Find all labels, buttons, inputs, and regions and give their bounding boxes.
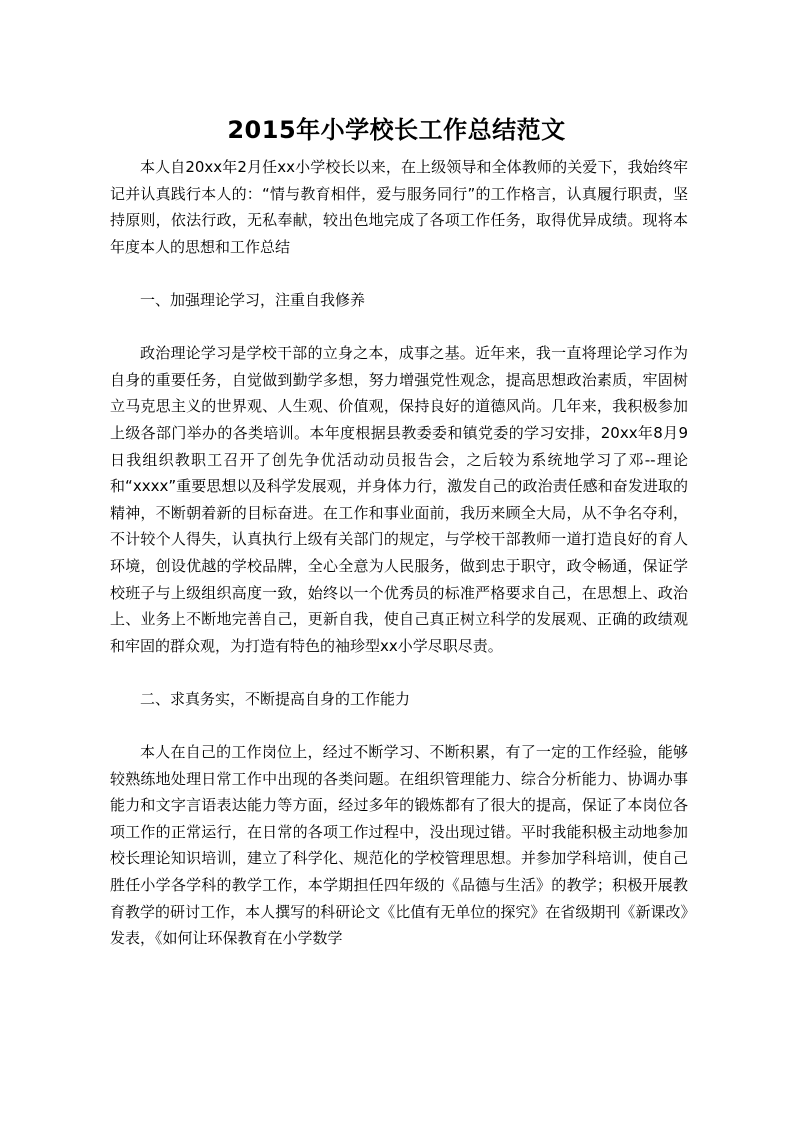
paragraph-spacer	[110, 314, 688, 341]
document-title: 2015年小学校长工作总结范文	[227, 116, 566, 144]
section-body-2: 本人在自己的工作岗位上，经过不断学习、不断积累，有了一定的工作经验，能够较熟练地处理日常工作中出现的各类问题。在组织管理能力、综合分析能力、协调办事能力和文字言语表达能力等方面，经过多年的锻炼都有了很大的提高，保证了本岗位各项工作的正常运行，在日常的各项工作过程中，没出现过错。平时我能积极主动地参加校长理论知识培训，建立了科学化、规范化的学校管理思想。并参加学科培训，使自己胜任小学各学科的教学工作，本学期担任四年级的《品德与生活》的教学；积极开展教育教学的研讨工作，本人撰写的科研论文《比值有无单位的探究》在省级期刊《新课改》发表，《如何让环保教育在小学数学	[110, 743, 688, 948]
section-heading-2: 二、求真务实，不断提高自身的工作能力	[140, 689, 411, 708]
section-body-1: 政治理论学习是学校干部的立身之本，成事之基。近年来，我一直将理论学习作为自身的重要任务，自觉做到勤学多想，努力增强党性观念，提高思想政治素质，牢固树立马克思主义的世界观、人生观、价值观，保持良好的道德风尚。几年来，我积极参加上级各部门举办的各类培训。本年度根据县教委委和镇党委的学习安排，20xx年8月9日我组织教职工召开了创先争优活动动员报告会，之后较为系统地学习了邓--理论和“xxxx”重要思想以及科学发展观，并身体力行，激发自己的政治责任感和奋发进取的精神，不断朝着新的目标奋进。在工作和事业面前，我历来顾全大局，从不争名夺利，不计较个人得失，认真执行上级有关部门的规定，与学校干部教师一道打造良好的育人环境，创设优越的学校品牌，全心全意为人民服务，做到忠于职守，政令畅通，保证学校班子与上级组织高度一致，始终以一个优秀员的标准严格要求自己，在思想上、政治上、业务上不断地完善自己，更新自我，使自己真正树立科学的发展观、正确的政绩观和牢固的群众观，为打造有特色的袖珍型xx小学尽职尽责。	[110, 344, 688, 655]
intro-paragraph: 本人自20xx年2月任xx小学校长以来，在上级领导和全体教师的关爱下，我始终牢记并认真践行本人的：“情与教育相伴，爱与服务同行”的工作格言，认真履行职责，坚持原则，依法行政，无私奉献，较出色地完成了各项工作任务，取得优异成绩。现将本年度本人的思想和工作总结	[110, 158, 688, 256]
paragraph-spacer	[110, 712, 688, 739]
paragraph-spacer	[110, 260, 688, 287]
document-body	[110, 154, 688, 952]
section-heading-1: 一、加强理论学习，注重自我修养	[140, 290, 366, 309]
paragraph-spacer	[110, 659, 688, 686]
